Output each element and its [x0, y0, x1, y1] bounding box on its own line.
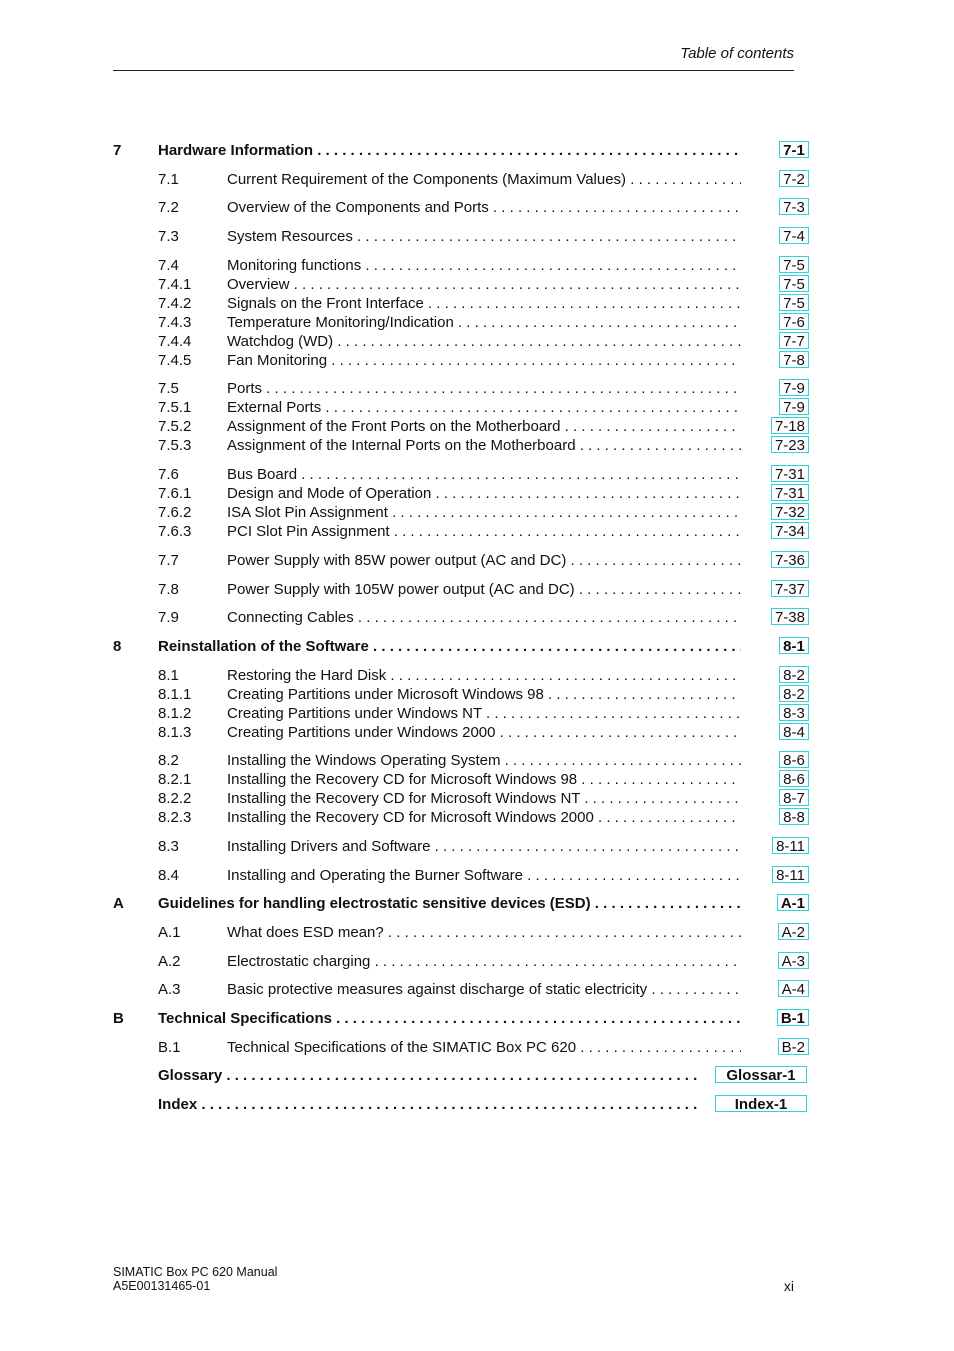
toc-entry[interactable] [113, 417, 813, 436]
page-number: xi [783, 1278, 794, 1294]
toc-entry[interactable] [113, 723, 813, 742]
toc-entry[interactable] [113, 751, 813, 770]
toc-entry-number: 8.1.1 [158, 685, 192, 703]
toc-entry[interactable] [113, 313, 813, 332]
toc-page-link[interactable]: 7-23 [771, 436, 809, 453]
toc-entry-title: Assignment of the Front Ports on the Motherboard . . . [227, 417, 741, 436]
toc-entry-number: 8.1.3 [158, 723, 192, 741]
toc-entry-number: 8.2.1 [158, 771, 192, 789]
toc-spacer [113, 1028, 813, 1038]
toc-page-link[interactable]: 7-2 [779, 170, 809, 187]
toc-spacer [113, 999, 813, 1009]
toc-spacer [113, 627, 813, 637]
footer [113, 1265, 277, 1293]
toc-entry-number: 7.6.2 [158, 504, 192, 522]
toc-page-link[interactable]: A-4 [778, 980, 809, 997]
toc-entry-title: Technical Specifications . . . [158, 1009, 741, 1028]
toc-page-link[interactable]: 7-5 [779, 294, 809, 311]
toc-entry-title: Fan Monitoring . . . [227, 351, 741, 370]
toc-entry-number: 7.5.2 [158, 418, 192, 436]
toc-spacer [113, 885, 813, 895]
toc-page-link[interactable]: 8-2 [779, 666, 809, 683]
toc-entry-number: 7.2 [158, 199, 179, 217]
toc-page-link[interactable]: 7-34 [771, 522, 809, 539]
toc-page-link[interactable]: 7-18 [771, 417, 809, 434]
toc-entry-title: Ports . . . [227, 379, 741, 398]
toc-page-link[interactable]: 7-37 [771, 580, 809, 597]
toc-entry-title: What does ESD mean? . . . [227, 923, 741, 942]
toc-entry[interactable] [113, 503, 813, 522]
toc-entry-number: B.1 [158, 1038, 181, 1056]
toc-spacer [113, 599, 813, 609]
toc-entry[interactable] [113, 608, 813, 627]
toc-spacer [113, 742, 813, 752]
toc-entry-title: Temperature Monitoring/Indication . . . [227, 313, 741, 332]
toc-page-link[interactable]: 7-4 [779, 227, 809, 244]
toc-entry-number: 7.4.3 [158, 313, 192, 331]
toc-entry[interactable] [113, 770, 813, 789]
toc-page-link[interactable]: 8-4 [779, 723, 809, 740]
toc-entry[interactable] [113, 923, 813, 942]
toc-entry-title: Overview . . . [227, 275, 741, 294]
toc-entry-number: 7.4.2 [158, 294, 192, 312]
toc-entry[interactable] [113, 866, 813, 885]
toc-page-link[interactable]: 8-6 [779, 770, 809, 787]
toc-entry-number: A.1 [158, 924, 181, 941]
toc-entry-number: 8.3 [158, 837, 179, 855]
toc-entry[interactable] [113, 227, 813, 246]
toc-entry-number: 8.1 [158, 666, 179, 684]
toc-entry-title: Installing the Recovery CD for Microsoft Windows 98 . . . [227, 770, 741, 789]
toc-chapter-entry[interactable] [113, 1009, 813, 1028]
toc-entry[interactable] [113, 522, 813, 541]
toc-entry[interactable] [113, 379, 813, 398]
toc-entry-number: 8.2.2 [158, 790, 192, 808]
toc-entry-number: 7.8 [158, 580, 179, 598]
toc-entry-title: Watchdog (WD) . . . [227, 332, 741, 351]
toc-page-link[interactable]: 7-38 [771, 608, 809, 625]
toc-entry-number: B [113, 1010, 124, 1028]
toc-spacer [113, 1085, 813, 1095]
toc-page-link[interactable]: 8-2 [779, 685, 809, 702]
toc-entry-title: Overview of the Components and Ports . . . [227, 198, 741, 217]
toc-entry-title: Installing Drivers and Software . . . [227, 837, 741, 856]
toc-entry-number: 7.6.3 [158, 523, 192, 541]
toc-entry-title: Creating Partitions under Windows NT . . . [227, 704, 741, 723]
toc-entry-number: 7.9 [158, 609, 179, 627]
toc-entry-number: 8 [113, 637, 122, 655]
toc-page-link[interactable]: 8-11 [772, 866, 809, 883]
toc-entry-number: 7.4.1 [158, 275, 192, 293]
toc-page-link[interactable]: 8-8 [779, 808, 809, 825]
toc-page-link[interactable]: 7-5 [779, 275, 809, 292]
toc-entry[interactable] [113, 170, 813, 189]
toc-entry[interactable] [113, 198, 813, 217]
toc-spacer [113, 160, 813, 170]
toc-entry-title: Connecting Cables . . . [227, 608, 741, 627]
toc-page-link[interactable]: 7-1 [779, 141, 809, 158]
toc-entry[interactable] [113, 484, 813, 503]
toc-page-link[interactable]: Index-1 [715, 1095, 807, 1112]
toc-page-link[interactable]: 8-6 [779, 751, 809, 768]
toc-entry-title: Technical Specifications of the SIMATIC Box PC 620 . . . [227, 1038, 741, 1057]
toc-entry-number: 7.5 [158, 380, 179, 398]
toc-page-link[interactable]: 7-9 [779, 379, 809, 396]
toc-entry[interactable] [113, 294, 813, 313]
toc-spacer [113, 913, 813, 923]
toc-entry-number: 7 [113, 142, 122, 159]
toc-entry[interactable] [113, 837, 813, 856]
toc-entry-title: Index . . . [158, 1095, 701, 1114]
toc-entry-title: Signals on the Front Interface . . . [227, 294, 741, 313]
toc-entry-number: A.2 [158, 952, 181, 970]
toc-entry-number: A.3 [158, 981, 181, 999]
toc-spacer [113, 370, 813, 380]
toc-page-link[interactable]: B-2 [778, 1038, 809, 1055]
toc-entry-title: System Resources . . . [227, 227, 741, 246]
toc-entry-title: Installing the Recovery CD for Microsoft Windows NT . . . [227, 789, 741, 808]
toc-entry[interactable] [113, 685, 813, 704]
toc-chapter-entry[interactable] [113, 141, 813, 160]
toc-entry[interactable] [113, 551, 813, 570]
toc-page-link[interactable]: 7-3 [779, 198, 809, 215]
toc-spacer [113, 246, 813, 256]
toc-entry[interactable] [113, 704, 813, 723]
header-rule [113, 70, 794, 71]
toc-entry[interactable] [113, 398, 813, 417]
toc-page-link[interactable]: 7-31 [771, 465, 809, 482]
toc-spacer [113, 942, 813, 952]
toc-entry[interactable] [113, 952, 813, 971]
toc-entry[interactable] [113, 580, 813, 599]
toc-entry-title: Reinstallation of the Software . . . [158, 637, 741, 656]
toc-entry[interactable] [113, 666, 813, 685]
toc-page-link[interactable]: Glossar-1 [715, 1066, 807, 1083]
toc-page-link[interactable]: 7-8 [779, 351, 809, 368]
toc-entry-title: Installing and Operating the Burner Software . . . [227, 866, 741, 885]
toc-entry-title: Hardware Information . . . [158, 141, 741, 160]
toc-page-link[interactable]: A-3 [778, 952, 809, 969]
toc-entry-title: Restoring the Hard Disk . . . [227, 666, 741, 685]
footer-order-number: A5E00131465-01 [113, 1279, 211, 1293]
toc-entry-title: Creating Partitions under Windows 2000 . . . [227, 723, 741, 742]
toc-page-link[interactable]: 7-9 [779, 398, 809, 415]
toc-entry-number: 8.2 [158, 752, 179, 770]
toc-entry-title: Power Supply with 85W power output (AC and DC) . . . [227, 551, 741, 570]
toc-page-link[interactable]: 8-1 [779, 637, 809, 654]
toc-entry-number: 7.4.5 [158, 351, 192, 369]
toc-spacer [113, 827, 813, 837]
toc-entry-title: Current Requirement of the Components (Maximum Values) . . . [227, 170, 741, 189]
toc-entry-title: Assignment of the Internal Ports on the Motherboard . . . [227, 436, 741, 455]
toc-entry-number: 7.7 [158, 551, 179, 569]
toc-page-link[interactable]: 8-3 [779, 704, 809, 721]
toc-entry-title: Design and Mode of Operation . . . [227, 484, 741, 503]
toc-entry-number: 7.1 [158, 170, 179, 188]
toc-spacer [113, 856, 813, 866]
toc-entry-number: 8.2.3 [158, 809, 192, 827]
toc-entry[interactable] [113, 980, 813, 999]
toc-entry-number: 7.4.4 [158, 332, 192, 350]
toc-page-link[interactable]: 7-6 [779, 313, 809, 330]
toc-entry-number: 8.1.2 [158, 704, 192, 722]
toc-page-link[interactable]: 7-36 [771, 551, 809, 568]
toc-spacer [113, 656, 813, 666]
toc-page-link[interactable]: 7-31 [771, 484, 809, 501]
toc-entry-number: 7.6 [158, 466, 179, 484]
toc-entry-number: 7.4 [158, 256, 179, 274]
toc-entry[interactable] [113, 332, 813, 351]
toc-page-link[interactable]: 7-32 [771, 503, 809, 520]
toc-entry[interactable] [113, 275, 813, 294]
toc-entry-number: 7.5.1 [158, 399, 192, 417]
toc-entry-title: ISA Slot Pin Assignment . . . [227, 503, 741, 522]
toc-spacer [113, 541, 813, 551]
toc-page-link[interactable]: 8-7 [779, 789, 809, 806]
toc-entry-title: Monitoring functions . . . [227, 256, 741, 275]
toc-chapter-entry[interactable] [113, 1066, 813, 1085]
toc-page-link[interactable]: 7-5 [779, 256, 809, 273]
toc-entry-title: Power Supply with 105W power output (AC and DC) . . . [227, 580, 741, 599]
toc-page-link[interactable]: 7-7 [779, 332, 809, 349]
toc-entry-number: 7.3 [158, 228, 179, 246]
toc-spacer [113, 189, 813, 199]
toc-entry-title: Guidelines for handling electrostatic sensitive devices (ESD) . . . [158, 894, 741, 913]
running-header: Table of contents [680, 45, 794, 62]
toc-spacer [113, 455, 813, 465]
toc-entry-number: A [113, 895, 124, 913]
toc-entry[interactable] [113, 465, 813, 484]
toc-entry-number: 7.6.1 [158, 485, 192, 503]
toc-entry-number: 7.5.3 [158, 437, 192, 455]
toc-entry-title: Electrostatic charging . . . [227, 952, 741, 971]
toc-entry-title: External Ports . . . [227, 398, 741, 417]
toc-entry-number: 8.4 [158, 866, 179, 884]
toc-entry-title: Basic protective measures against discharge of static electricity . . . [227, 980, 741, 999]
toc-entry-title: Installing the Windows Operating System . . . [227, 751, 741, 770]
toc-page-link[interactable]: B-1 [777, 1009, 809, 1026]
toc-page-link[interactable]: A-2 [778, 923, 809, 940]
toc-entry[interactable] [113, 1038, 813, 1057]
footer-manual-title: SIMATIC Box PC 620 Manual [113, 1265, 278, 1279]
toc-spacer [113, 1057, 813, 1067]
toc-spacer [113, 971, 813, 981]
toc-chapter-entry[interactable] [113, 637, 813, 656]
toc-entry-title: Installing the Recovery CD for Microsoft Windows 2000 . . . [227, 808, 741, 827]
table-of-contents [113, 141, 813, 1114]
toc-page-link[interactable]: 8-11 [772, 837, 809, 854]
toc-entry-title: Glossary . . . [158, 1066, 701, 1085]
toc-entry[interactable] [113, 256, 813, 275]
toc-entry[interactable] [113, 808, 813, 827]
toc-entry-title: Creating Partitions under Microsoft Windows 98 . . . [227, 685, 741, 704]
toc-entry[interactable] [113, 789, 813, 808]
toc-entry-title: Bus Board . . . [227, 465, 741, 484]
toc-entry[interactable] [113, 436, 813, 455]
toc-spacer [113, 570, 813, 580]
toc-entry-title: PCI Slot Pin Assignment . . . [227, 522, 741, 541]
toc-page-link[interactable]: A-1 [777, 894, 809, 911]
toc-spacer [113, 217, 813, 227]
toc-chapter-entry[interactable] [113, 894, 813, 913]
toc-chapter-entry[interactable] [113, 1095, 813, 1114]
toc-entry[interactable] [113, 351, 813, 370]
